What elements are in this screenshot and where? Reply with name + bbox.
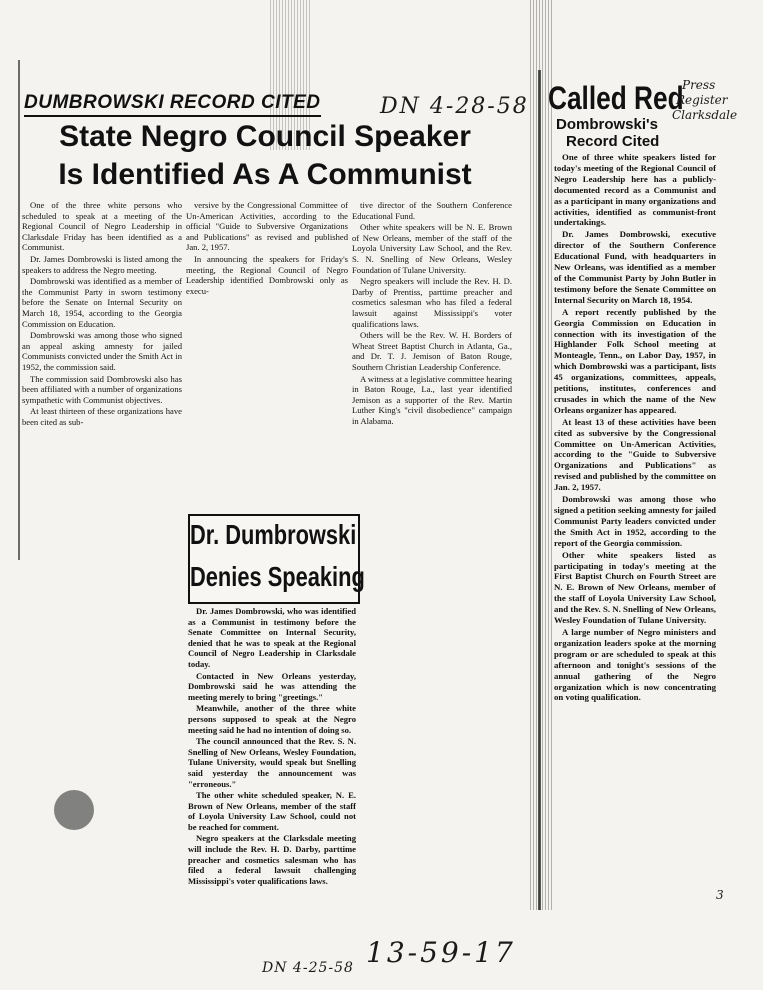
handwritten-corner-mark: 3 bbox=[716, 888, 724, 902]
handwritten-date-top: DN 4-28-58 bbox=[380, 94, 529, 119]
left-kicker: DUMBROWSKI RECORD CITED bbox=[24, 92, 321, 117]
article-paragraph: The council announced that the Rev. S. N. Snelling of New Orleans, Wesley Foundation, Tulane University, would speak but Snelling said yesterday the announcement was "erroneous." bbox=[188, 736, 356, 789]
article-paragraph: Dr. James Dombrowski, executive director of the Southern Conference Educational Fund, with headquarters in New Orleans, was identified as a member of the Communist Party by John Butler in testimony before the Senate Committee on Internal Security on March 18, 1954. bbox=[554, 229, 716, 305]
clipping-edge bbox=[18, 60, 20, 560]
article-paragraph: A large number of Negro ministers and organization leaders spoke at the morning program or are scheduled to speak at this afternoon and tonight's sessions of the annual gathering of the Negro organization which is now concentrating on voting qualification. bbox=[554, 626, 716, 703]
article-paragraph: Negro speakers will include the Rev. H. D. Darby of Prentiss, parttime preacher and cosmetics salesman who has filed a federal lawsuit against Mississippi's voter qualifications laws. bbox=[352, 276, 512, 329]
article-paragraph: Others will be the Rev. W. H. Borders of Wheat Street Baptist Church in Atlanta, Ga., and Dr. T. J. Jemison of Baton Rouge, Southern Christian Leadership Conference. bbox=[352, 330, 512, 372]
right-subhead-line1: Dombrowski's bbox=[556, 116, 658, 133]
right-headline: Called Red bbox=[548, 80, 684, 116]
middle-article-body bbox=[188, 606, 356, 887]
left-article-column-3 bbox=[352, 200, 512, 427]
left-article-column-1 bbox=[22, 200, 182, 428]
middle-headline-line2: Denies Speaking bbox=[190, 561, 365, 592]
article-paragraph: tive director of the Southern Conference Educational Fund. bbox=[352, 200, 512, 221]
article-paragraph: Negro speakers at the Clarksdale meeting will include the Rev. H. D. Darby, parttime preacher and cosmetics salesman who has filed a federal lawsuit challenging Mississippi's voter qualifications laws. bbox=[188, 833, 356, 886]
article-paragraph: At least thirteen of these organizations have been cited as sub- bbox=[22, 406, 182, 427]
article-paragraph: Dombrowski was identified as a member of the Communist Party in sworn testimony before the Senate on Internal Security on March 18, 1954, according to the Georgia Commission on Education. bbox=[22, 276, 182, 329]
punch-hole-mark bbox=[54, 790, 94, 830]
handwritten-file-number: 13-59-17 bbox=[366, 936, 516, 969]
middle-headline-line1: Dr. Dumbrowski bbox=[190, 519, 357, 550]
article-paragraph: A report recently published by the Georgia Commission on Education in connection with its investigation of the Highlander Folk School meeting at Monteagle, Tenn., on Labor Day, 1957, in which Dombrowski was a participant, lists 45 organizations, committees, appeals, petitions, institutes, conferences and crusades in which the name of the New Orleans organizer has appeared. bbox=[554, 306, 716, 415]
right-article-body bbox=[554, 152, 716, 704]
article-paragraph: Other white speakers will be N. E. Brown of New Orleans, member of the staff of the Loyola University Law School, and the Rev. S. N. Snelling of New Orleans, Wesley Foundation of Tulane University. bbox=[352, 222, 512, 275]
left-headline-line1: State Negro Council Speaker bbox=[59, 120, 471, 153]
article-paragraph: At least 13 of these activities have been cited as subversive by the Congressional Committee on Un-American Activities, according to the "Guide to Subversive Organizations and Publications" as revised and published by the committee on Jan. 2, 1957. bbox=[554, 416, 716, 493]
right-subhead-line2: Record Cited bbox=[566, 133, 660, 150]
article-paragraph: The commission said Dombrowski also has been affiliated with a number of organizations sympathetic with Communist objectives. bbox=[22, 373, 182, 405]
article-paragraph: Dr. James Dombrowski is listed among the speakers to address the Negro meeting. bbox=[22, 253, 182, 275]
handwritten-date-bottom: DN 4-25-58 bbox=[262, 960, 354, 976]
article-paragraph: Dombrowski was among those who signed a petition seeking amnesty for jailed Communist Party leaders convicted under the Smith Act in 1952, according to the report of the Georgia commission. bbox=[554, 494, 716, 548]
scan-fold-line bbox=[530, 0, 552, 910]
article-paragraph: versive by the Congressional Committee of Un-American Activities, according to the official "Guide to Subversive Organizations and Publications" as revised and published Jan. 2, 1957. bbox=[186, 200, 348, 253]
article-paragraph: The other white scheduled speaker, N. E. Brown of New Orleans, member of the staff of Loyola University Law School, could not be reached for comment. bbox=[188, 790, 356, 832]
article-paragraph: A witness at a legislative committee hearing in Baton Rouge, La., last year identified Jemison as a supporter of the Rev. Martin Luther King's "civil disobedience" campaign in Alabama. bbox=[352, 373, 512, 426]
clipping-edge bbox=[538, 70, 541, 910]
handwritten-press-note-1: Press bbox=[682, 78, 716, 92]
left-headline-line2: Is Identified As A Communist bbox=[58, 158, 472, 191]
article-paragraph: Contacted in New Orleans yesterday, Dombrowski said he was attending the meeting merely to bring "greetings." bbox=[188, 670, 356, 702]
article-paragraph: Dr. James Dombrowski, who was identified as a Communist in testimony before the Senate Committee on Internal Security, denied that he was to speak at the Regional Council of Negro Leadership in Clarksdale today. bbox=[188, 606, 356, 669]
article-paragraph: Dombrowski was among those who signed an appeal asking amnesty for jailed Communists convicted under the Smith Act in 1952, the commission said. bbox=[22, 330, 182, 372]
article-paragraph: One of three white speakers listed for today's meeting of the Regional Council of Negro Leadership here has a publicly-documented record as a Communist and as a participant in many organizations and activities, identified as communist-front undertakings. bbox=[554, 152, 716, 228]
article-paragraph: Other white speakers listed as participating in today's meeting at the First Baptist Church on Fourth Street are N. E. Brown of New Orleans, member of the staff of Loyola University Law School, and the Rev. S. N. Snelling of New Orleans, Wesley Foundation of Tulane University. bbox=[554, 549, 716, 626]
article-paragraph: One of the three white persons who scheduled to speak at a meeting of the Regional Council of Negro Leadership in Clarksdale Friday has been identified as a Communist. bbox=[22, 200, 182, 253]
article-paragraph: Meanwhile, another of the three white persons supposed to speak at the Negro meeting said he had no intention of doing so. bbox=[188, 703, 356, 735]
handwritten-press-note-2: Register bbox=[676, 93, 728, 107]
left-article-column-2 bbox=[186, 200, 348, 297]
handwritten-press-note-3: Clarksdale bbox=[672, 108, 738, 122]
article-paragraph: In announcing the speakers for Friday's meeting, the Regional Council of Negro Leadership identified Dombrowski only as execu- bbox=[186, 253, 348, 296]
